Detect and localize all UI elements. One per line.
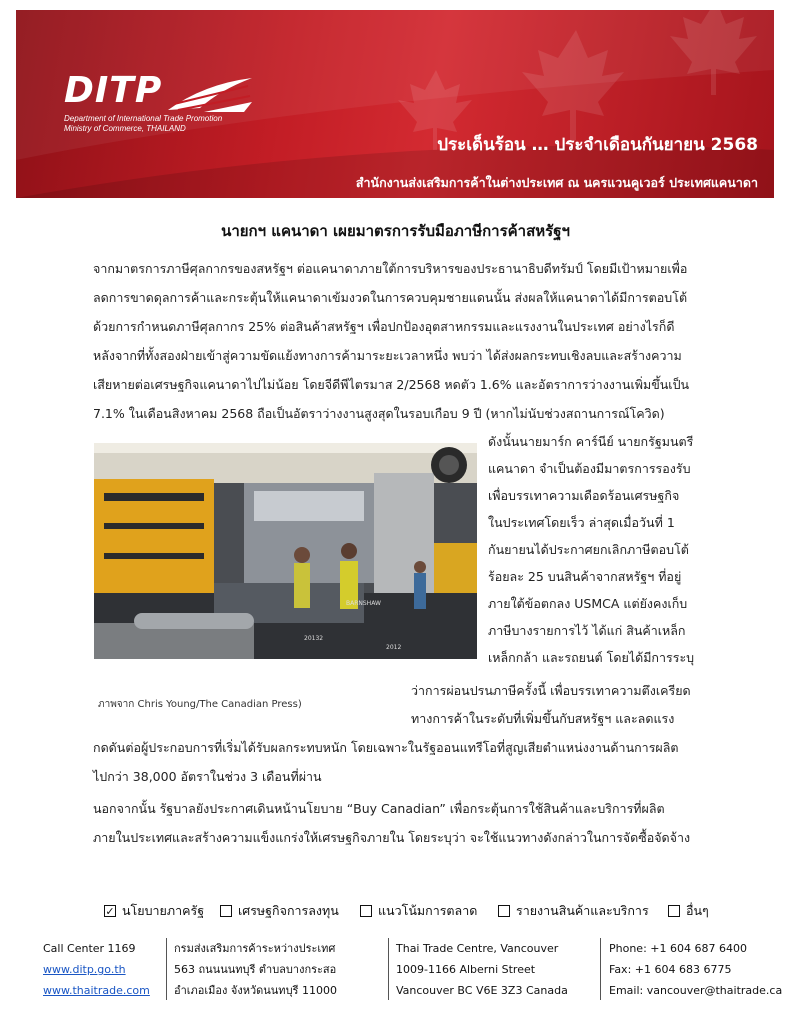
header-banner (16, 10, 774, 198)
phone: Phone: +1 604 687 6400 (609, 942, 747, 955)
footer-ditp-address (174, 938, 337, 1001)
logo-text: DITP (64, 70, 163, 111)
paragraph-3 (93, 794, 690, 852)
category-market-trend[interactable] (360, 901, 477, 921)
text-line: ด้วยการกำหนดภาษีศุลกากร 25% ต่อสินค้าสหรัฐฯ เพื่อปกป้องอุตสาหกรรมและแรงงานในประเทศ อย่างไรก็ดี (93, 319, 675, 334)
text-line: กันยายนได้ประกาศยกเลิกภาษีตอบโต้ (488, 542, 689, 557)
fax: Fax: +1 604 683 6775 (609, 963, 732, 976)
footer-divider (166, 938, 167, 1000)
text-line: ว่าการผ่อนปรนภาษีครั้งนี้ เพื่อบรรเทาความตึงเครียด (411, 683, 691, 698)
footer-divider (600, 938, 601, 1000)
text-line: นอกจากนั้น รัฐบาลยังประกาศเดินหน้านโยบาย “Buy Canadian” เพื่อกระตุ้นการใช้สินค้าและบริการที่ผลิต (93, 801, 665, 816)
banner-title: ประเด็นร้อน … ประจำเดือนกันยายน 2568 (437, 135, 758, 155)
checkbox-icon[interactable] (360, 905, 372, 917)
category-policy[interactable] (104, 901, 204, 921)
checkbox-checked-icon[interactable]: ✓ (105, 904, 115, 918)
category-product-report[interactable] (498, 901, 649, 921)
footer-vancouver-address (396, 938, 568, 1001)
checkbox-icon[interactable] (220, 905, 232, 917)
text-line: ภายใต้ข้อตกลง USMCA แต่ยังคงเก็บ (488, 596, 688, 611)
text-line: เสียหายต่อเศรษฐกิจแคนาดาไปไม่น้อย โดยจีดีพีไตรมาส 2/2568 หดตัว 1.6% และอัตราการว่างงานเพิ่มขึ้นเป็น (93, 377, 690, 392)
factory-photo (94, 443, 477, 659)
call-center: Call Center 1169 (43, 942, 136, 955)
text-line: เหล็กกล้า และรถยนต์ โดยได้มีการระบุ (488, 650, 695, 665)
logo-wing-icon (164, 74, 254, 114)
text-line: 7.1% ในเดือนสิงหาคม 2568 ถือเป็นอัตราว่างงานสูงสุดในรอบเกือบ 9 ปี (หากไม่นับช่วงสถานการณ์โควิด) (93, 406, 665, 421)
checkbox-icon[interactable] (498, 905, 510, 917)
text-line: หลังจากที่ทั้งสองฝ่ายเข้าสู่ความขัดแย้งทางการค้ามาระยะเวลาหนึ่ง พบว่า ได้ส่งผลกระทบเชิงลบและสร้างความ (93, 348, 682, 363)
paragraph-2-full (93, 733, 679, 791)
category-label: รายงานสินค้าและบริการ (516, 903, 649, 918)
address-line: Vancouver BC V6E 3Z3 Canada (396, 984, 568, 997)
category-economy[interactable] (220, 901, 339, 921)
article-headline: นายกฯ แคนาดา เผยมาตรการรับมือภาษีการค้าสหรัฐฯ (221, 222, 570, 240)
text-line: ลดการขาดดุลการค้าและกระตุ้นให้แคนาดาเข้มงวดในการควบคุมชายแดนนั้น ส่งผลให้แคนาดาได้มีการตอบโต้ (93, 290, 688, 305)
machine-label: BARNSHAW (346, 600, 381, 607)
footer-contact (43, 938, 150, 1001)
text-line: จากมาตรการภาษีศุลกากรของสหรัฐฯ ต่อแคนาดาภายใต้การบริหารของประธานาธิบดีทรัมป์ โดยมีเป้าหมายเพื่อ (93, 261, 688, 276)
category-label: นโยบายภาครัฐ (122, 903, 205, 918)
text-line: ไปกว่า 38,000 อัตราในช่วง 3 เดือนที่ผ่าน (93, 769, 322, 784)
category-other[interactable] (668, 901, 709, 921)
text-line: กดดันต่อผู้ประกอบการที่เริ่มได้รับผลกระทบหนัก โดยเฉพาะในรัฐออนแทรีโอที่สูญเสียตำแหน่งงานด้านการผลิต (93, 740, 679, 755)
paragraph-1 (93, 254, 689, 428)
factory-scene-image (94, 443, 477, 659)
photo-caption: ภาพจาก Chris Young/The Canadian Press) (98, 699, 302, 710)
ditp-link[interactable]: www.ditp.go.th (43, 963, 126, 976)
text-line: ในประเทศโดยเร็ว ล่าสุดเมื่อวันที่ 1 (488, 515, 675, 530)
category-label: อื่นๆ (686, 903, 709, 918)
footer-phone (609, 938, 782, 1001)
text-line: ดังนั้นนายมาร์ก คาร์นีย์ นายกรัฐมนตรี (488, 434, 694, 449)
checkbox-icon[interactable] (668, 905, 680, 917)
category-label: แนวโน้มการตลาด (378, 903, 478, 918)
text-line: เพื่อบรรเทาความเดือดร้อนเศรษฐกิจ (488, 488, 680, 503)
photo-tag: 20132 (304, 635, 324, 642)
address-line: กรมส่งเสริมการค้าระหว่างประเทศ (174, 942, 336, 955)
address-line: 1009-1166 Alberni Street (396, 963, 536, 976)
logo-subtitle: Department of International Trade Promotion Ministry of Commerce, THAILAND (64, 114, 223, 133)
banner-subtitle: สำนักงานส่งเสริมการค้าในต่างประเทศ ณ นครแวนคูเวอร์ ประเทศแคนาดา (355, 175, 758, 190)
footer (0, 938, 791, 1004)
ditp-logo (64, 70, 254, 150)
address-line: อำเภอเมือง จังหวัดนนทบุรี 11000 (174, 984, 337, 997)
address-line: Thai Trade Centre, Vancouver (396, 942, 559, 955)
thaitrade-link[interactable]: www.thaitrade.com (43, 984, 150, 997)
text-line: ภาษีบางรายการไว้ ได้แก่ สินค้าเหล็ก (488, 623, 686, 638)
text-line: ร้อยละ 25 บนสินค้าจากสหรัฐฯ ที่อยู่ (488, 569, 682, 584)
email[interactable]: Email: vancouver@thaitrade.ca (609, 984, 783, 997)
category-label: เศรษฐกิจการลงทุน (238, 903, 339, 918)
photo-tag: 2012 (386, 644, 402, 651)
address-line: 563 ถนนนนทบุรี ตำบลบางกระสอ (174, 963, 337, 976)
footer-divider (388, 938, 389, 1000)
text-line: ภายในประเทศและสร้างความแข็งแกร่งให้เศรษฐกิจภายใน โดยระบุว่า จะใช้แนวทางดังกล่าวในการจัดซื้อจัดจ้าง (93, 830, 691, 845)
text-line: แคนาดา จำเป็นต้องมีมาตรการรองรับ (488, 461, 691, 476)
text-line: ทางการค้าในระดับที่เพิ่มขึ้นกับสหรัฐฯ และลดแรง (411, 711, 675, 726)
